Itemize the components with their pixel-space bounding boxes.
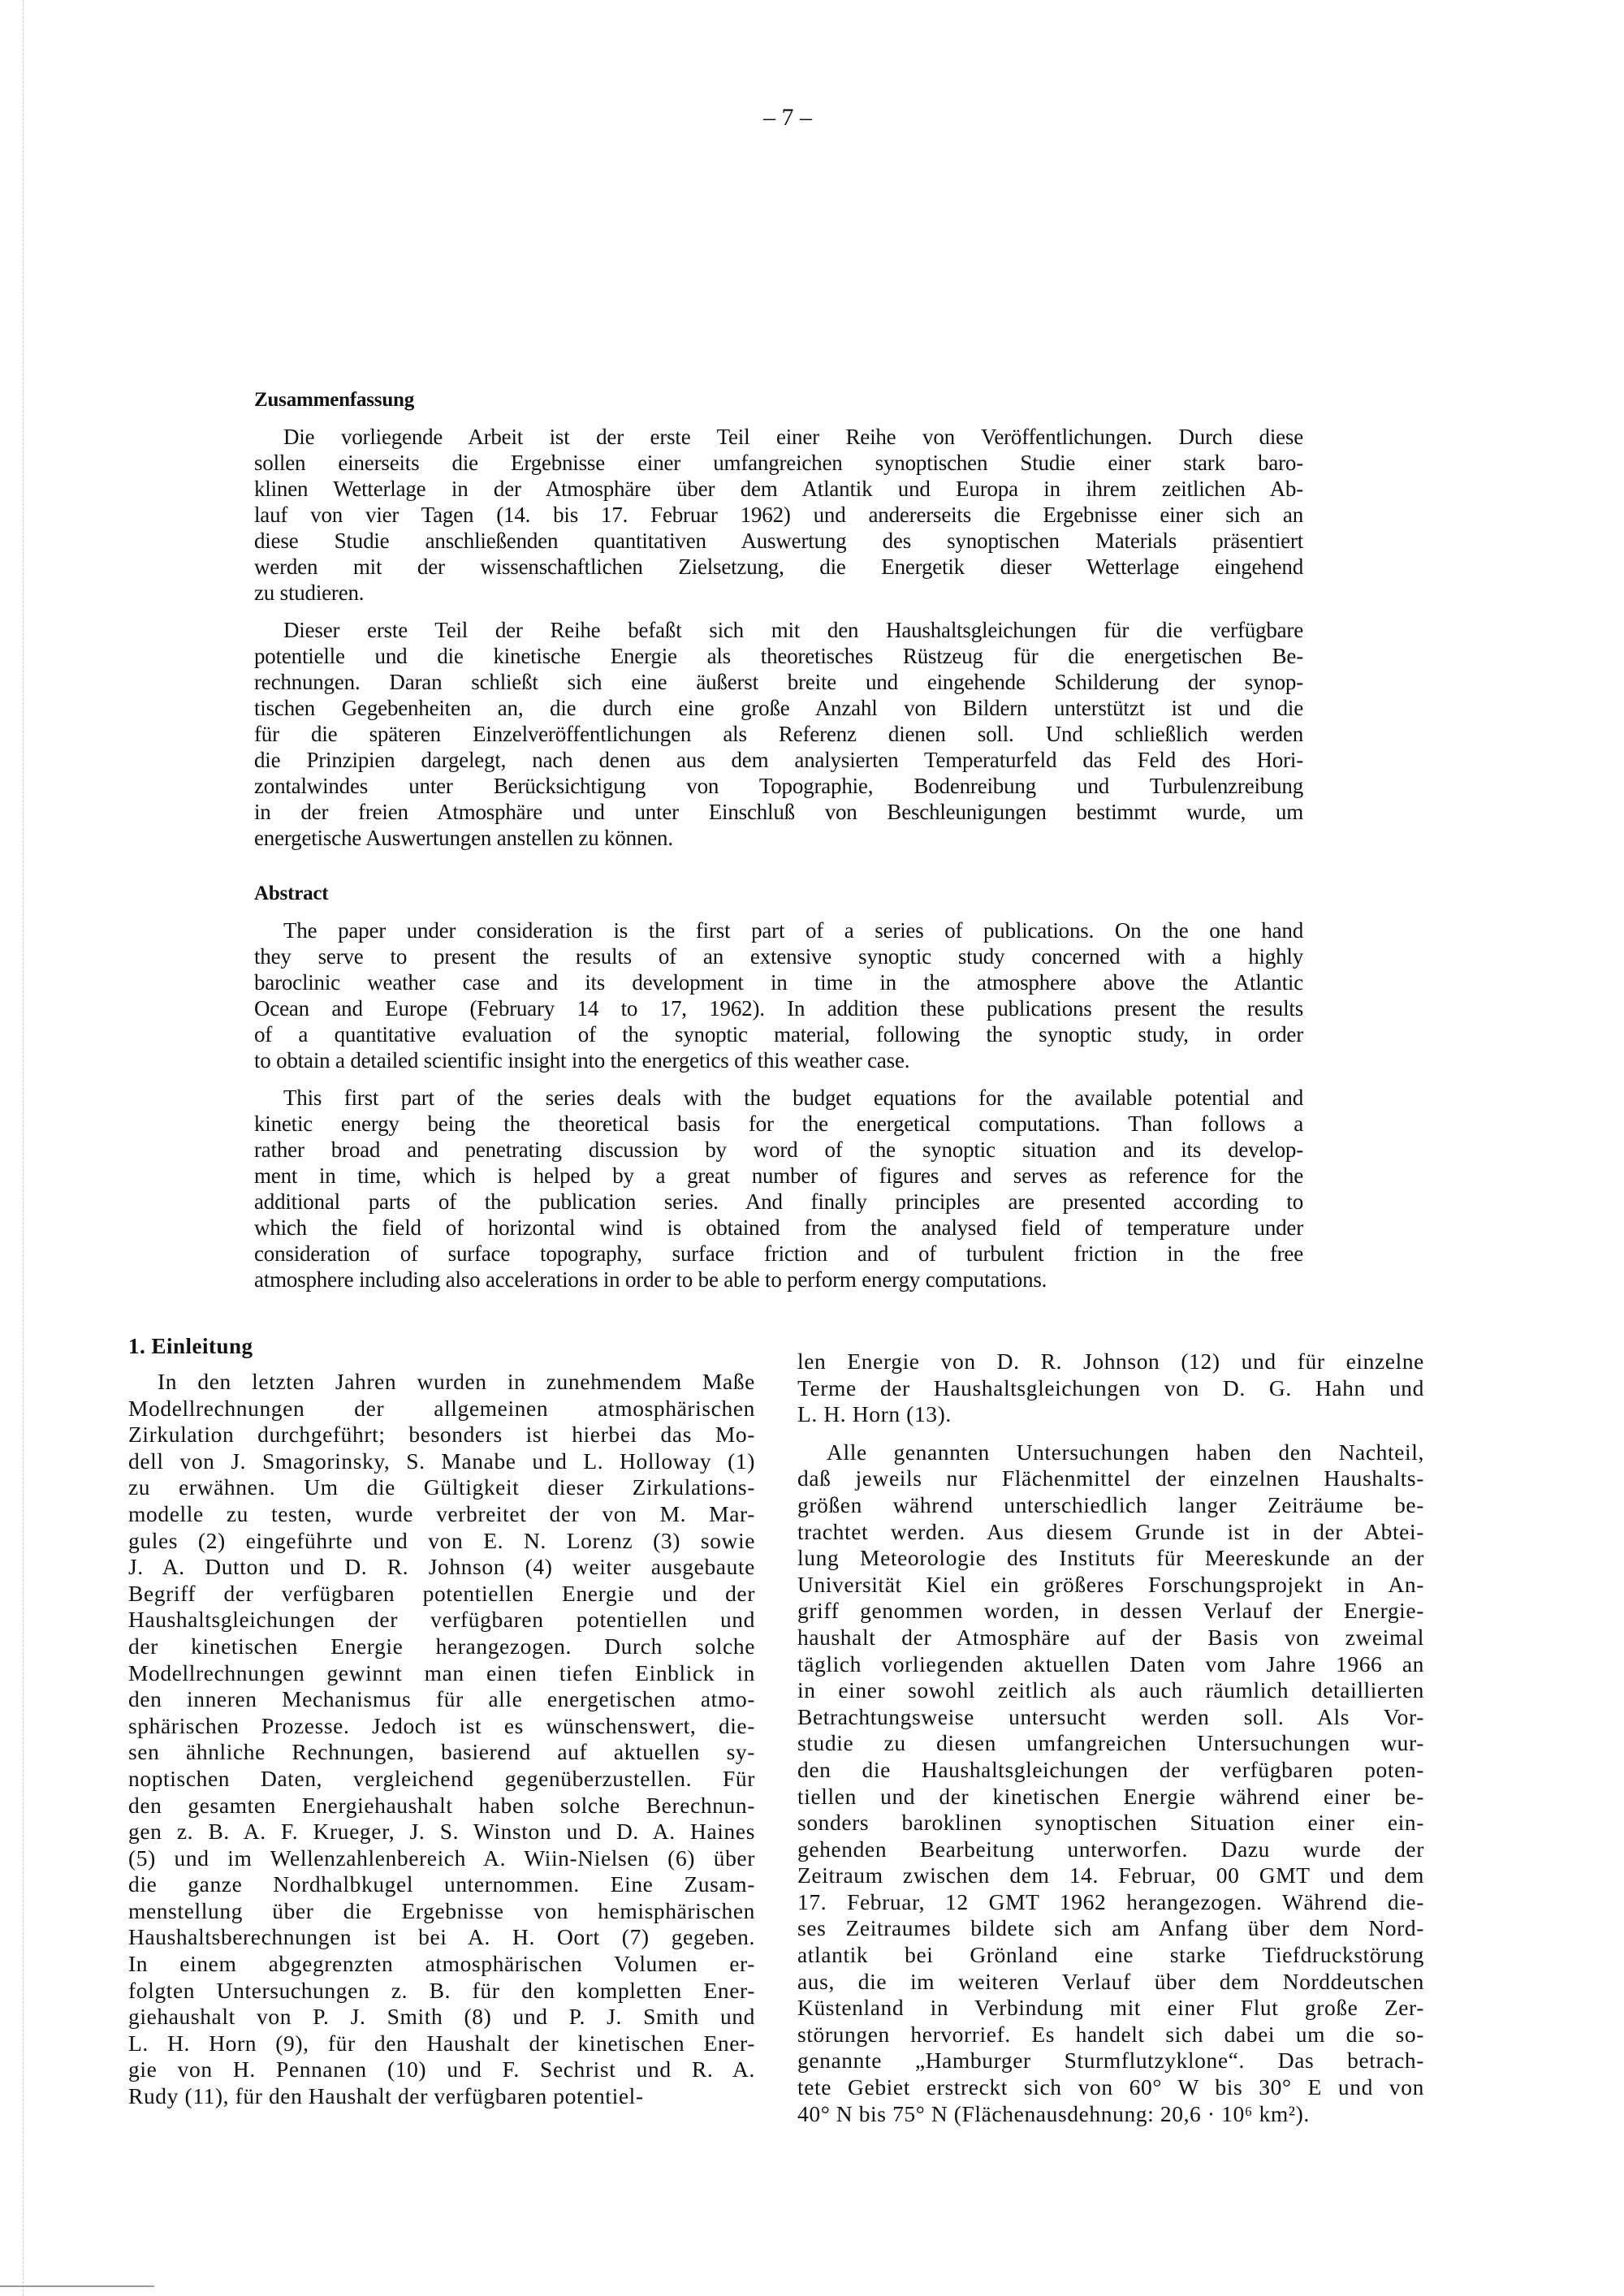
- text-line: sonders baroklinen synoptischen Situation einer ein-: [797, 1810, 1424, 1836]
- text-line: größen während unterschiedlich langer Zeiträume be-: [797, 1491, 1424, 1517]
- text-line: in der freien Atmosphäre und unter Einschluß von Beschleunigungen bestimmt wurde, um: [254, 800, 1303, 824]
- paragraph: [254, 917, 1303, 1073]
- text-line: lung Meteorologie des Instituts für Meereskunde an der: [797, 1545, 1424, 1571]
- text-line: consideration of surface topography, surface friction and of turbulent friction in the free: [254, 1241, 1303, 1266]
- text-line: klinen Wetterlage in der Atmosphäre über dem Atlantik und Europa in ihrem zeitlichen Ab-: [254, 477, 1303, 501]
- text-line: Haushaltsgleichungen der verfügbaren potentiellen und: [128, 1607, 755, 1633]
- text-line: täglich vorliegenden aktuellen Daten vom Jahre 1966 an: [797, 1651, 1424, 1677]
- paragraph: [254, 1085, 1303, 1293]
- text-line: This first part of the series deals with the budget equations for the available potential and: [283, 1085, 1303, 1110]
- column-body: [128, 1369, 755, 2110]
- text-line: Zirkulation durchgeführt; besonders ist hierbei das Mo-: [128, 1422, 755, 1448]
- text-line: gehenden Bearbeitung unterworfen. Dazu wurde der: [797, 1836, 1424, 1862]
- text-line: griff genommen worden, in dessen Verlauf der Energie-: [797, 1598, 1424, 1624]
- text-line: atmosphere including also accelerations in order to be able to perform energy computations.: [254, 1267, 1047, 1292]
- section-zusammenfassung: [254, 388, 1303, 862]
- text-line: atlantik bei Grönland eine starke Tiefdruckstörung: [797, 1942, 1424, 1968]
- text-line: they serve to present the results of an extensive synoptic study concerned with a highly: [254, 944, 1303, 969]
- text-line: modelle zu testen, wurde verbreitet der von M. Mar-: [128, 1500, 755, 1526]
- paragraph: [254, 424, 1303, 606]
- text-line: der kinetischen Energie herangezogen. Durch solche: [128, 1633, 755, 1659]
- text-line: Alle genannten Untersuchungen haben den Nachteil,: [827, 1439, 1424, 1465]
- text-line: energetische Auswertungen anstellen zu können.: [254, 826, 673, 850]
- text-line: J. A. Dutton und D. R. Johnson (4) weiter ausgebaute: [128, 1554, 755, 1580]
- paragraph: [128, 1369, 755, 2110]
- text-line: noptischen Daten, vergleichend gegenüberzustellen. Für: [128, 1765, 755, 1791]
- text-line: Modellrechnungen gewinnt man einen tiefen Einblick in: [128, 1659, 755, 1685]
- text-line: haushalt der Atmosphäre auf der Basis von zweimal: [797, 1624, 1424, 1650]
- text-line: diese Studie anschließenden quantitativen Auswertung des synoptischen Materials präsentiert: [254, 529, 1303, 553]
- text-line: den gesamten Energiehaushalt haben solche Berechnun-: [128, 1792, 755, 1818]
- text-line: Begriff der verfügbaren potentiellen Energie und der: [128, 1580, 755, 1606]
- footer-rule: [0, 2285, 154, 2287]
- text-line: Rudy (11), für den Haushalt der verfügbaren potentiel-: [128, 2083, 644, 2109]
- text-line: sen ähnliche Rechnungen, basierend auf aktuellen sy-: [128, 1739, 755, 1765]
- text-line: für die späteren Einzelveröffentlichungen als Referenz dienen soll. Und schließlich werden: [254, 722, 1303, 746]
- text-line: 17. Februar, 12 GMT 1962 herangezogen. Während die-: [797, 1888, 1424, 1914]
- column-left: [128, 1333, 755, 2121]
- section-body: [254, 424, 1303, 851]
- section-abstract: [254, 882, 1303, 1304]
- text-line: Dieser erste Teil der Reihe befaßt sich mit den Haushaltsgleichungen für die verfügbare: [283, 618, 1303, 642]
- text-line: to obtain a detailed scientific insight into the energetics of this weather case.: [254, 1048, 910, 1072]
- text-line: rechnungen. Daran schließt sich eine äußerst breite und eingehende Schilderung der synop-: [254, 670, 1303, 694]
- text-line: daß jeweils nur Flächenmittel der einzelnen Haushalts-: [797, 1465, 1424, 1491]
- column-body: [797, 1349, 1424, 2127]
- text-line: Universität Kiel ein größeres Forschungsprojekt in An-: [797, 1571, 1424, 1597]
- text-line: genannte „Hamburger Sturmflutzyklone“. Das betrach-: [797, 2048, 1424, 2074]
- text-line: Betrachtungsweise untersucht werden soll. Als Vor-: [797, 1703, 1424, 1729]
- text-line: Modellrechnungen der allgemeinen atmosphärischen: [128, 1395, 755, 1421]
- text-line: menstellung über die Ergebnisse von hemisphärischen: [128, 1897, 755, 1923]
- text-line: folgten Untersuchungen z. B. für den kompletten Ener-: [128, 1977, 755, 2003]
- text-line: sollen einerseits die Ergebnisse einer umfangreichen synoptischen Studie einer stark baro-: [254, 451, 1303, 475]
- text-line: which the field of horizontal wind is obtained from the analysed field of temperature under: [254, 1215, 1303, 1240]
- paragraph: [797, 1349, 1424, 1428]
- text-line: zu erwähnen. Um die Gültigkeit dieser Zirkulations-: [128, 1474, 755, 1500]
- text-line: In einem abgegrenzten atmosphärischen Volumen er-: [128, 1951, 755, 1977]
- text-line: Küstenland in Verbindung mit einer Flut große Zer-: [797, 1995, 1424, 2021]
- text-line: zu studieren.: [254, 580, 365, 605]
- text-line: in einer sowohl zeitlich als auch räumlich detaillierten: [797, 1677, 1424, 1703]
- text-line: Terme der Haushaltsgleichungen von D. G. Hahn und: [797, 1375, 1424, 1400]
- scan-edge-line: [23, 0, 24, 2296]
- text-line: gules (2) eingeführte und von E. N. Lorenz (3) sowie: [128, 1527, 755, 1553]
- text-line: zontalwindes unter Berücksichtigung von Topographie, Bodenreibung und Turbulenzreibung: [254, 774, 1303, 798]
- text-line: tischen Gegebenheiten an, die durch eine große Anzahl von Bildern unterstützt ist und die: [254, 696, 1303, 720]
- text-line: (5) und im Wellenzahlenbereich A. Wiin-Nielsen (6) über: [128, 1845, 755, 1871]
- text-line: baroclinic weather case and its development in time in the atmosphere above the Atlantic: [254, 970, 1303, 995]
- text-line: Die vorliegende Arbeit ist der erste Teil einer Reihe von Veröffentlichungen. Durch diese: [283, 425, 1303, 449]
- paragraph: [254, 617, 1303, 851]
- text-line: den die Haushaltsgleichungen der verfügbaren poten-: [797, 1756, 1424, 1782]
- text-line: tete Gebiet erstreckt sich von 60° W bis 30° E und von: [797, 2074, 1424, 2100]
- section-heading: 1. Einleitung: [128, 1334, 253, 1358]
- text-line: störungen hervorrief. Es handelt sich dabei um die so-: [797, 2021, 1424, 2047]
- text-line: L. H. Horn (13).: [797, 1401, 952, 1427]
- text-line: The paper under consideration is the first part of a series of publications. On the one hand: [283, 918, 1303, 943]
- text-line: ses Zeitraumes bildete sich am Anfang über dem Nord-: [797, 1915, 1424, 1941]
- text-line: die Prinzipien dargelegt, nach denen aus dem analysierten Temperaturfeld das Feld des Hori-: [254, 748, 1303, 772]
- text-line: 40° N bis 75° N (Flächenausdehnung: 20,6 · 10⁶ km²).: [797, 2100, 1310, 2126]
- text-line: In den letzten Jahren wurden in zunehmendem Maße: [158, 1369, 755, 1394]
- text-line: den inneren Mechanismus für alle energetischen atmo-: [128, 1686, 755, 1712]
- text-line: ment in time, which is helped by a great number of figures and serves as reference for the: [254, 1163, 1303, 1188]
- text-line: gie von H. Pennanen (10) und F. Sechrist und R. A.: [128, 2056, 755, 2082]
- text-line: aus, die im weiteren Verlauf über dem Norddeutschen: [797, 1968, 1424, 1994]
- section-heading: Abstract: [254, 883, 329, 904]
- text-line: rather broad and penetrating discussion by word of the synoptic situation and its develop-: [254, 1137, 1303, 1162]
- text-line: giehaushalt von P. J. Smith (8) und P. J. Smith und: [128, 2004, 755, 2030]
- text-line: len Energie von D. R. Johnson (12) und für einzelne: [797, 1349, 1424, 1374]
- section-heading: Zusammenfassung: [254, 389, 415, 411]
- text-line: gen z. B. A. F. Krueger, J. S. Winston und D. A. Haines: [128, 1819, 755, 1845]
- column-right: [797, 1349, 1424, 2138]
- text-line: werden mit der wissenschaftlichen Zielsetzung, die Energetik dieser Wetterlage eingehend: [254, 555, 1303, 579]
- text-line: Ocean and Europe (February 14 to 17, 1962). In addition these publications present the results: [254, 996, 1303, 1021]
- page-number: – 7 –: [763, 104, 812, 131]
- text-line: additional parts of the publication series. And finally principles are presented according to: [254, 1189, 1303, 1214]
- text-line: tiellen und der kinetischen Energie während einer be-: [797, 1783, 1424, 1809]
- paragraph: [797, 1439, 1424, 2127]
- text-line: sphärischen Prozesse. Jedoch ist es wünschenswert, die-: [128, 1712, 755, 1738]
- text-line: Haushaltsberechnungen ist bei A. H. Oort (7) gegeben.: [128, 1924, 755, 1950]
- text-line: die ganze Nordhalbkugel unternommen. Eine Zusam-: [128, 1871, 755, 1897]
- text-line: Zeitraum zwischen dem 14. Februar, 00 GMT und dem: [797, 1862, 1424, 1888]
- text-line: kinetic energy being the theoretical basis for the energetical computations. Than follows a: [254, 1111, 1303, 1136]
- text-line: studie zu diesen umfangreichen Untersuchungen wur-: [797, 1730, 1424, 1756]
- text-line: lauf von vier Tagen (14. bis 17. Februar 1962) und andererseits die Ergebnisse einer sich an: [254, 503, 1303, 527]
- text-line: potentielle und die kinetische Energie als theoretisches Rüstzeug für die energetischen Be-: [254, 644, 1303, 668]
- text-line: L. H. Horn (9), für den Haushalt der kinetischen Ener-: [128, 2030, 755, 2056]
- text-line: dell von J. Smagorinsky, S. Manabe und L. Holloway (1): [128, 1448, 755, 1474]
- text-line: of a quantitative evaluation of the synoptic material, following the synoptic study, in order: [254, 1022, 1303, 1047]
- text-line: trachtet werden. Aus diesem Grunde ist in der Abtei-: [797, 1518, 1424, 1544]
- section-body: [254, 917, 1303, 1293]
